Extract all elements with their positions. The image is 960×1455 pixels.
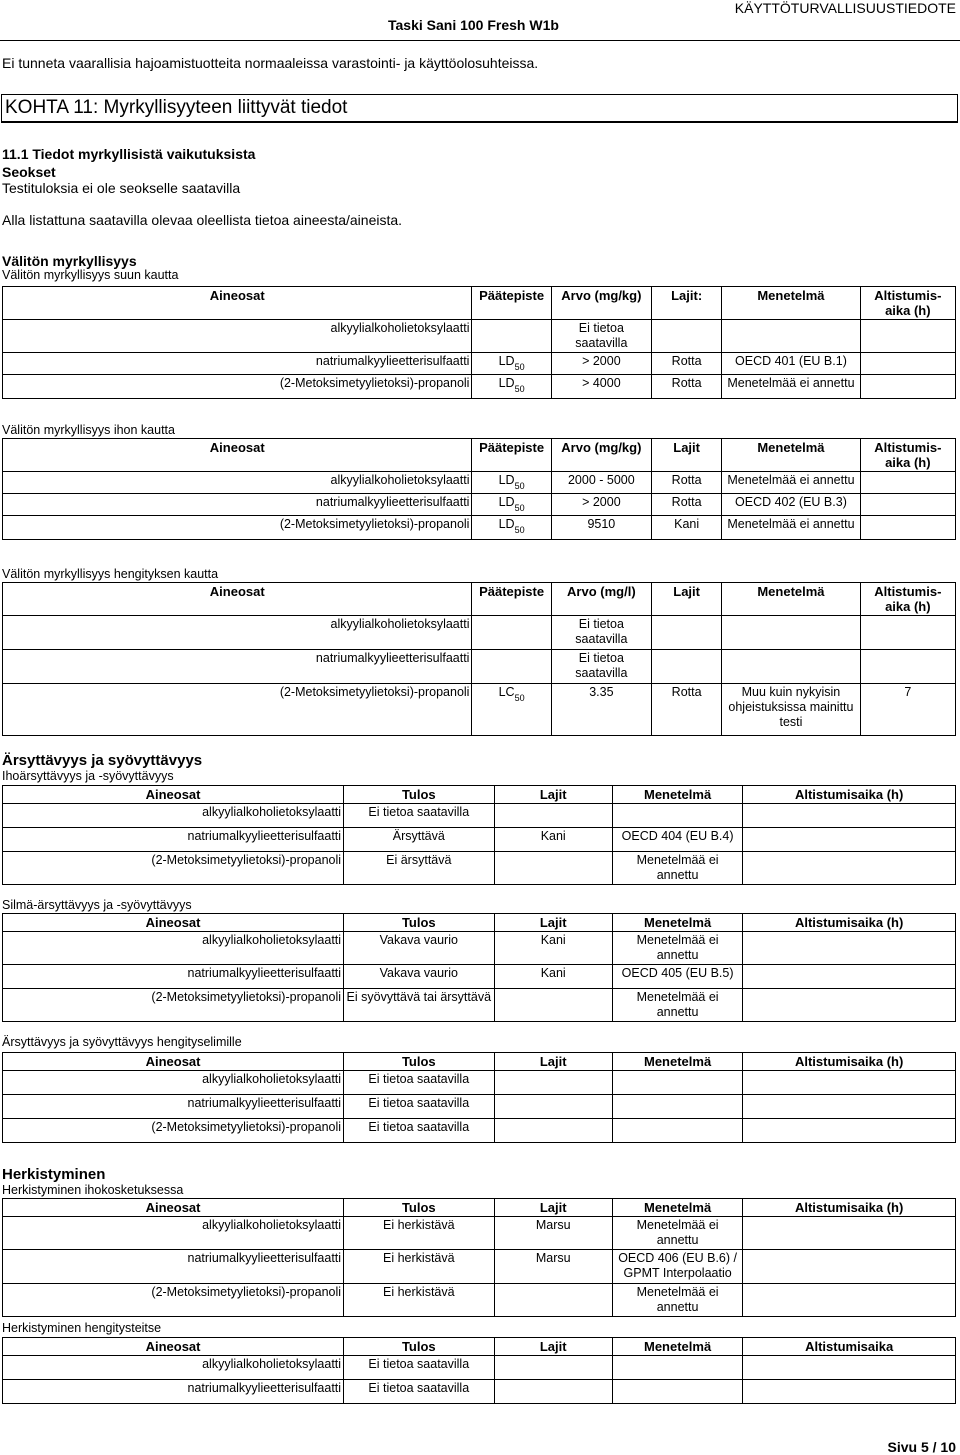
table-cell: Kani (494, 965, 612, 989)
table-cell: natriumalkyylieetterisulfaatti (3, 1380, 344, 1404)
listed-text: Alla listattuna saatavilla olevaa oleellista tietoa aineesta/aineista. (2, 212, 403, 228)
table-row (3, 494, 956, 516)
intro-line: Ei tunneta vaarallisia hajoamistuotteita normaaleissa varastointi- ja käyttöolosuhteissa. (2, 55, 539, 71)
table-cell (743, 1284, 956, 1317)
table-cell (612, 1356, 742, 1380)
table-row (3, 989, 956, 1022)
table-cell (743, 1380, 956, 1404)
table-row (3, 516, 956, 540)
respiratory-sensitisation-table (2, 1337, 956, 1404)
table-cell: Rotta (652, 375, 722, 399)
column-header: Lajit (494, 914, 612, 932)
column-header: Lajit (494, 1199, 612, 1217)
column-header: Aineosat (3, 439, 472, 472)
column-header: Altistumis-aika (h) (860, 439, 955, 472)
table-cell: natriumalkyylieetterisulfaatti (3, 353, 472, 375)
table-cell (860, 650, 955, 684)
table-row (3, 353, 956, 375)
table-cell (743, 828, 956, 852)
table-cell: OECD 406 (EU B.6) / GPMT Interpolaatio (612, 1250, 742, 1284)
column-header: Altistumisaika (h) (743, 1053, 956, 1071)
table-cell (722, 320, 860, 353)
table-cell: > 2000 (551, 353, 651, 375)
column-header: Päätepiste (472, 439, 551, 472)
column-header: Arvo (mg/kg) (551, 439, 651, 472)
table-cell: (2-Metoksimetyylietoksi)-propanoli (3, 375, 472, 399)
irritation-heading: Ärsyttävyys ja syövyttävyys (2, 752, 203, 769)
column-header: Altistumisaika (h) (743, 914, 956, 932)
table-cell: (2-Metoksimetyylietoksi)-propanoli (3, 852, 344, 885)
column-header: Tulos (344, 1338, 494, 1356)
sensitisation-heading: Herkistyminen (2, 1166, 106, 1183)
table-row (3, 650, 956, 684)
column-header: Aineosat (3, 583, 472, 616)
table-cell: $LD_{50}$ (472, 353, 551, 375)
table-cell: OECD 402 (EU B.3) (722, 494, 860, 516)
table-header-row (3, 1053, 956, 1071)
table-cell: Vakava vaurio (344, 965, 494, 989)
table-header-row (3, 1338, 956, 1356)
table-cell: alkyylialkoholietoksylaatti (3, 616, 472, 650)
table-cell: Menetelmää ei annettu (722, 375, 860, 399)
table-cell: Rotta (652, 494, 722, 516)
table-row (3, 684, 956, 736)
acute-oral-caption: Välitön myrkyllisyys suun kautta (2, 268, 179, 282)
column-header: Menetelmä (722, 583, 860, 616)
table-cell (494, 1380, 612, 1404)
table-cell: Menetelmää ei annettu (612, 852, 742, 885)
table-cell: Ei tietoa saatavilla (344, 1095, 494, 1119)
column-header: Lajit (494, 786, 612, 804)
table-row (3, 472, 956, 494)
table-cell: Menetelmää ei annettu (612, 1217, 742, 1250)
respiratory-irritation-table (2, 1052, 956, 1143)
table-row (3, 932, 956, 965)
table-cell: Ei herkistävä (344, 1217, 494, 1250)
column-header: Altistumisaika (743, 1338, 956, 1356)
table-cell (722, 650, 860, 684)
table-cell (472, 650, 551, 684)
table-cell (860, 375, 955, 399)
column-header: Tulos (344, 786, 494, 804)
column-header: Menetelmä (722, 287, 860, 320)
table-cell (743, 1356, 956, 1380)
acute-dermal-table (2, 438, 956, 540)
table-cell: Menetelmää ei annettu (612, 932, 742, 965)
table-row (3, 1095, 956, 1119)
subsection-title: 11.1 Tiedot myrkyllisistä vaikutuksista (2, 146, 256, 162)
table-cell: (2-Metoksimetyylietoksi)-propanoli (3, 989, 344, 1022)
table-header-row (3, 583, 956, 616)
table-cell (860, 494, 955, 516)
table-cell (860, 320, 955, 353)
table-cell: Rotta (652, 472, 722, 494)
table-cell (743, 1119, 956, 1143)
mixtures-text: Testituloksia ei ole seokselle saatavilla (2, 180, 241, 196)
table-row (3, 852, 956, 885)
column-header: Päätepiste (472, 287, 551, 320)
section-header (1, 94, 958, 123)
table-cell: natriumalkyylieetterisulfaatti (3, 965, 344, 989)
acute-oral-table (2, 286, 956, 399)
column-header: Aineosat (3, 287, 472, 320)
table-cell (612, 1119, 742, 1143)
table-cell (494, 1071, 612, 1095)
table-cell (652, 320, 722, 353)
table-cell (612, 1071, 742, 1095)
table-cell: Ei tietoa saatavilla (551, 320, 651, 353)
table-cell (494, 1284, 612, 1317)
table-cell (612, 1095, 742, 1119)
column-header: Arvo (mg/kg) (551, 287, 651, 320)
column-header: Aineosat (3, 914, 344, 932)
skin-irritation-caption: Ihoärsyttävyys ja -syövyttävyys (2, 769, 174, 783)
table-cell: $LD_{50}$ (472, 375, 551, 399)
table-cell: Kani (494, 828, 612, 852)
table-cell: Kani (494, 932, 612, 965)
table-row (3, 1356, 956, 1380)
table-cell (743, 1071, 956, 1095)
eye-irritation-caption: Silmä-ärsyttävyys ja -syövyttävyys (2, 898, 192, 912)
table-cell: Marsu (494, 1217, 612, 1250)
table-cell: (2-Metoksimetyylietoksi)-propanoli (3, 1119, 344, 1143)
table-cell (743, 804, 956, 828)
table-header-row (3, 439, 956, 472)
column-header: Lajit (652, 583, 722, 616)
table-header-row (3, 287, 956, 320)
table-cell: natriumalkyylieetterisulfaatti (3, 1095, 344, 1119)
table-cell: (2-Metoksimetyylietoksi)-propanoli (3, 1284, 344, 1317)
column-header: Menetelmä (612, 914, 742, 932)
acute-inhalation-table (2, 582, 956, 736)
section-title: KOHTA 11: Myrkyllisyyteen liittyvät tiedot (5, 97, 348, 118)
header-divider (0, 40, 960, 41)
table-cell: Ei herkistävä (344, 1284, 494, 1317)
table-cell (860, 516, 955, 540)
column-header: Aineosat (3, 1199, 344, 1217)
table-cell: Ei tietoa saatavilla (344, 1071, 494, 1095)
table-cell (743, 965, 956, 989)
table-cell (743, 932, 956, 965)
table-cell: Ei herkistävä (344, 1250, 494, 1284)
table-cell: Menetelmää ei annettu (722, 472, 860, 494)
table-header-row (3, 914, 956, 932)
table-cell (743, 1095, 956, 1119)
table-row (3, 375, 956, 399)
table-cell (494, 989, 612, 1022)
table-cell: Vakava vaurio (344, 932, 494, 965)
table-cell (494, 1356, 612, 1380)
table-cell: $LD_{50}$ (472, 472, 551, 494)
table-cell: Ei tietoa saatavilla (344, 1356, 494, 1380)
table-cell (494, 1095, 612, 1119)
table-cell: OECD 405 (EU B.5) (612, 965, 742, 989)
table-cell: Menetelmää ei annettu (722, 516, 860, 540)
table-cell (472, 320, 551, 353)
table-cell (612, 1380, 742, 1404)
column-header: Menetelmä (612, 1338, 742, 1356)
column-header: Menetelmä (722, 439, 860, 472)
table-cell (612, 804, 742, 828)
table-row (3, 616, 956, 650)
table-cell (743, 989, 956, 1022)
skin-sensitisation-table (2, 1198, 956, 1317)
table-cell: Ärsyttävä (344, 828, 494, 852)
mixtures-heading: Seokset (2, 164, 56, 180)
table-cell: Ei tietoa saatavilla (344, 1380, 494, 1404)
table-cell: Menetelmää ei annettu (612, 1284, 742, 1317)
table-row (3, 965, 956, 989)
table-cell (860, 472, 955, 494)
table-cell: > 4000 (551, 375, 651, 399)
table-row (3, 1119, 956, 1143)
table-row (3, 1071, 956, 1095)
table-cell (472, 616, 551, 650)
table-cell: Rotta (652, 684, 722, 736)
table-cell: Ei tietoa saatavilla (344, 804, 494, 828)
table-cell: natriumalkyylieetterisulfaatti (3, 494, 472, 516)
skin-sensitisation-caption: Herkistyminen ihokosketuksessa (2, 1183, 184, 1197)
table-cell: $LD_{50}$ (472, 516, 551, 540)
table-cell (652, 616, 722, 650)
table-header-row (3, 1199, 956, 1217)
document-title: Taski Sani 100 Fresh W1b (388, 17, 559, 33)
table-cell: Ei ärsyttävä (344, 852, 494, 885)
column-header: Lajit (652, 439, 722, 472)
table-row (3, 828, 956, 852)
document-type: KÄYTTÖTURVALLISUUSTIEDOTE (734, 0, 956, 16)
table-cell (743, 1217, 956, 1250)
respiratory-irritation-caption: Ärsyttävyys ja syövyttävyys hengityselimille (2, 1035, 242, 1049)
column-header: Lajit (494, 1053, 612, 1071)
table-cell: 3.35 (551, 684, 651, 736)
table-cell: natriumalkyylieetterisulfaatti (3, 650, 472, 684)
table-cell: > 2000 (551, 494, 651, 516)
column-header: Päätepiste (472, 583, 551, 616)
table-row (3, 1380, 956, 1404)
eye-irritation-table (2, 913, 956, 1022)
table-cell: Ei tietoa saatavilla (344, 1119, 494, 1143)
column-header: Aineosat (3, 1338, 344, 1356)
page-number: Sivu 5 / 10 (887, 1439, 956, 1455)
column-header: Aineosat (3, 786, 344, 804)
column-header: Lajit (494, 1338, 612, 1356)
column-header: Lajit: (652, 287, 722, 320)
column-header: Tulos (344, 1199, 494, 1217)
table-cell (652, 650, 722, 684)
table-row (3, 320, 956, 353)
table-cell: (2-Metoksimetyylietoksi)-propanoli (3, 516, 472, 540)
table-cell: 9510 (551, 516, 651, 540)
table-cell (860, 353, 955, 375)
table-cell: natriumalkyylieetterisulfaatti (3, 1250, 344, 1284)
table-cell (494, 804, 612, 828)
table-cell: alkyylialkoholietoksylaatti (3, 1356, 344, 1380)
column-header: Menetelmä (612, 786, 742, 804)
table-cell: Ei syövyttävä tai ärsyttävä (344, 989, 494, 1022)
column-header: Arvo (mg/l) (551, 583, 651, 616)
table-cell: Muu kuin nykyisin ohjeistuksissa mainittu testi (722, 684, 860, 736)
table-cell: 7 (860, 684, 955, 736)
table-row (3, 1250, 956, 1284)
table-row (3, 1217, 956, 1250)
table-cell: OECD 404 (EU B.4) (612, 828, 742, 852)
table-cell: (2-Metoksimetyylietoksi)-propanoli (3, 684, 472, 736)
table-cell: Menetelmää ei annettu (612, 989, 742, 1022)
table-row (3, 1284, 956, 1317)
acute-dermal-caption: Välitön myrkyllisyys ihon kautta (2, 423, 175, 437)
table-cell (743, 1250, 956, 1284)
table-cell: Ei tietoa saatavilla (551, 616, 651, 650)
table-cell: natriumalkyylieetterisulfaatti (3, 828, 344, 852)
column-header: Tulos (344, 1053, 494, 1071)
table-cell: OECD 401 (EU B.1) (722, 353, 860, 375)
table-cell: $LC_{50}$ (472, 684, 551, 736)
table-cell: alkyylialkoholietoksylaatti (3, 804, 344, 828)
column-header: Aineosat (3, 1053, 344, 1071)
table-cell: $LD_{50}$ (472, 494, 551, 516)
table-cell: Marsu (494, 1250, 612, 1284)
skin-irritation-table (2, 785, 956, 885)
table-cell (494, 852, 612, 885)
acute-inhalation-caption: Välitön myrkyllisyys hengityksen kautta (2, 567, 219, 581)
table-cell (722, 616, 860, 650)
table-row (3, 804, 956, 828)
respiratory-sensitisation-caption: Herkistyminen hengitysteitse (2, 1321, 162, 1335)
table-cell (743, 852, 956, 885)
table-header-row (3, 786, 956, 804)
table-cell: alkyylialkoholietoksylaatti (3, 1071, 344, 1095)
column-header: Menetelmä (612, 1199, 742, 1217)
table-cell: alkyylialkoholietoksylaatti (3, 1217, 344, 1250)
table-cell (494, 1119, 612, 1143)
table-cell: alkyylialkoholietoksylaatti (3, 932, 344, 965)
column-header: Altistumisaika (h) (743, 1199, 956, 1217)
column-header: Altistumis-aika (h) (860, 583, 955, 616)
table-cell: Rotta (652, 353, 722, 375)
table-cell (860, 616, 955, 650)
table-cell: alkyylialkoholietoksylaatti (3, 320, 472, 353)
table-cell: 2000 - 5000 (551, 472, 651, 494)
column-header: Altistumisaika (h) (743, 786, 956, 804)
table-cell: Kani (652, 516, 722, 540)
column-header: Tulos (344, 914, 494, 932)
table-cell: Ei tietoa saatavilla (551, 650, 651, 684)
table-cell: alkyylialkoholietoksylaatti (3, 472, 472, 494)
column-header: Menetelmä (612, 1053, 742, 1071)
column-header: Altistumis-aika (h) (860, 287, 955, 320)
acute-heading: Välitön myrkyllisyys (2, 253, 137, 269)
